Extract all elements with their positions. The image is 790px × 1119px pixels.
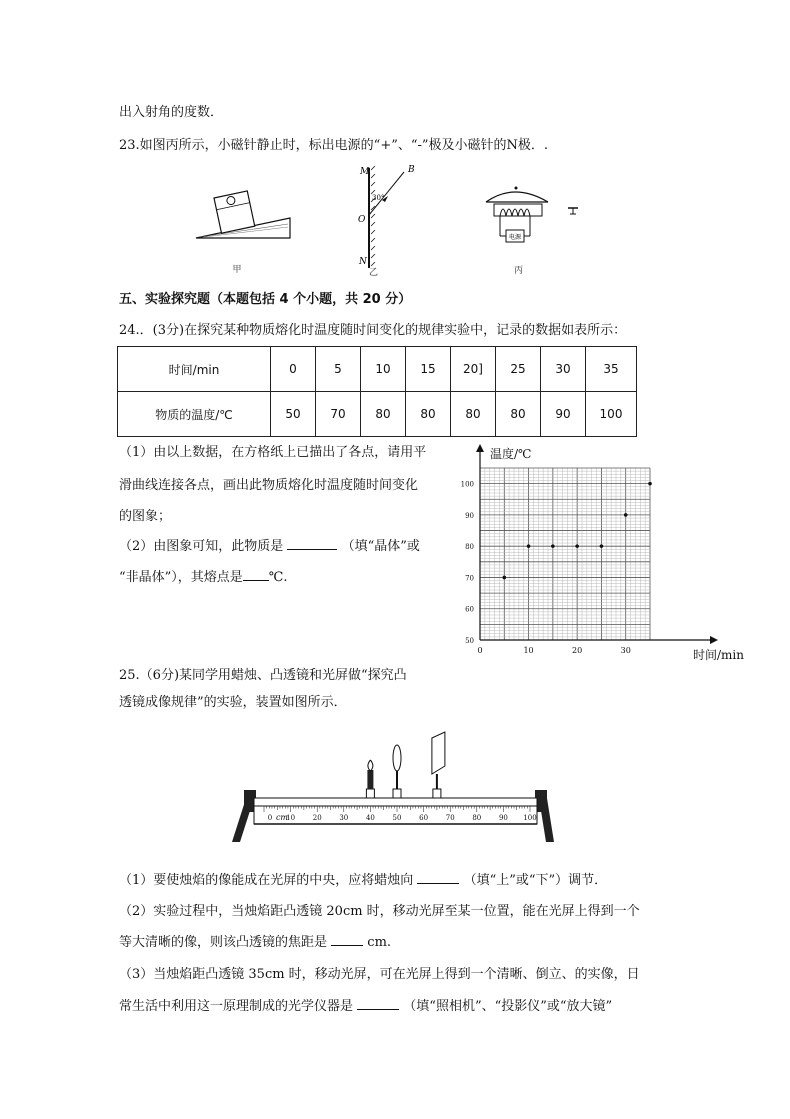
table-row-label: 物质的温度/℃ [118,392,271,437]
scale-label: 100 [523,814,537,822]
table-cell: 35 [586,347,637,392]
x-tick-label: 0 [477,646,483,655]
table-cell: 50 [271,392,316,437]
data-point [624,513,628,517]
table-cell: 30 [541,347,586,392]
question-23: 23.如图丙所示，小磁针静止时，标出电源的“+”、“-”极及小磁针的N极．. [119,138,549,153]
y-tick-label: 70 [465,574,474,583]
table-cell: 100 [586,392,637,437]
figure-label-jia: 甲 [232,265,242,275]
q24-part2-line1: （2）由图象可知，此物质是 （填“晶体”或 [119,539,420,554]
answer-blank[interactable] [331,945,363,946]
figure-jia [190,180,300,280]
table-cell: 5 [316,347,361,392]
figure-label-bing: 丙 [514,266,524,276]
data-point [551,544,555,548]
candle-holder [366,789,374,798]
label-M: M [360,167,370,177]
x-tick-label: 10 [523,646,534,655]
candle [367,770,373,789]
label-B: B [408,165,415,175]
table-cell: 80 [451,392,496,437]
answer-blank[interactable] [417,883,459,884]
q25-part3-line2: 常生活中利用这一原理制成的光学仪器是 （填“照相机”、“投影仪”或“放大镜” [119,999,613,1014]
data-point [527,544,531,548]
text-line-1: 出入射角的度数． [119,105,224,120]
table-cell: 25 [496,347,541,392]
y-tick-label: 80 [465,543,474,552]
table-row-time [118,347,637,392]
table-cell: 70 [316,392,361,437]
power-source-label: 电源 [508,234,522,241]
table-cell: 20] [451,347,496,392]
label-O: O [358,215,366,225]
x-axis-arrow [710,636,718,644]
figure-bing [478,180,598,280]
figure-label-yi: 乙 [369,268,379,278]
scale-label: 80 [472,814,482,822]
scale-label: 90 [498,814,508,822]
question-25-line1: 25.（6分)某同学用蜡烛、凸透镜和光屏做“探究凸 [119,668,407,683]
q24-part1-line1: （1）由以上数据，在方格纸上已描出了各点，请用平 [119,445,427,460]
question-24: 24.．(3分)在探究某种物质熔化时温度随时间变化的规律实验中，记录的数据如表所示： [119,323,627,338]
q25-part1: （1）要使烛焰的像能成在光屏的中央，应将蜡烛向 （填“上”或“下”）调节． [119,873,608,888]
q24-part2-line2: “非晶体”），其熔点是 ℃. [119,570,288,585]
q24-part1-line3: 的图象； [119,509,172,524]
table-cell: 80 [406,392,451,437]
table-cell: 80 [361,392,406,437]
scale-label: 40 [365,814,375,822]
answer-blank[interactable] [287,549,337,550]
table-row-label: 时间/min [118,347,271,392]
x-tick-label: 20 [572,646,583,655]
y-tick-label: 60 [465,605,474,614]
q24-part1-line2: 滑曲线连接各点，画出此物质熔化时温度随时间变化 [119,478,419,493]
scale-label: 0 [267,814,273,822]
y-tick-label: 100 [460,480,474,489]
table-cell: 15 [406,347,451,392]
x-axis-label: 时间/min [693,648,744,662]
answer-blank[interactable] [357,1009,399,1010]
table-row-temperature [118,392,637,437]
y-axis-label: 温度/℃ [490,447,532,461]
answer-blank[interactable] [243,580,269,581]
data-point [648,482,652,486]
scale-label: 20 [312,814,322,822]
scale-label: 70 [445,814,455,822]
question-25-line2: 透镜成像规律”的实验，装置如图所示． [119,695,347,710]
y-tick-label: 90 [465,511,474,520]
temperature-chart [455,440,755,665]
table-cell: 90 [541,392,586,437]
candle-flame [368,760,373,771]
q25-part2-line2: 等大清晰的像，则该凸透镜的焦距是 cm. [119,935,392,950]
y-tick-label: 50 [465,637,474,645]
data-point [575,544,579,548]
table-cell: 0 [271,347,316,392]
light-screen [432,732,445,774]
bench-rail [254,798,537,806]
data-point [502,576,506,580]
scale-label: 30 [339,814,349,822]
scale-unit: cm [275,813,289,822]
section-heading: 五、实验探究题（本题包括 4 个小题，共 20 分） [119,292,412,307]
scale-label: 10 [286,814,296,822]
label-N: N [359,257,367,267]
table-cell: 80 [496,392,541,437]
optical-bench [228,730,558,850]
data-table [117,346,637,437]
figure-yi [338,160,428,280]
y-axis-arrow [476,444,484,452]
lens-holder [393,789,401,798]
q25-part2-line1: （2）实验过程中，当烛焰距凸透镜 20cm 时，移动光屏至某一位置，能在光屏上得到一个 [119,904,640,919]
q25-part3-line1: （3）当烛焰距凸透镜 35cm 时，移动光屏，可在光屏上得到一个清晰、倒立、的实像，日 [119,967,640,982]
scale-label: 50 [392,814,402,822]
data-point [600,544,604,548]
screen-holder [433,789,441,798]
scale-label: 60 [419,814,429,822]
table-cell: 10 [361,347,406,392]
x-tick-label: 30 [620,646,631,655]
angle-label: 30° [372,194,385,202]
convex-lens [393,745,401,771]
